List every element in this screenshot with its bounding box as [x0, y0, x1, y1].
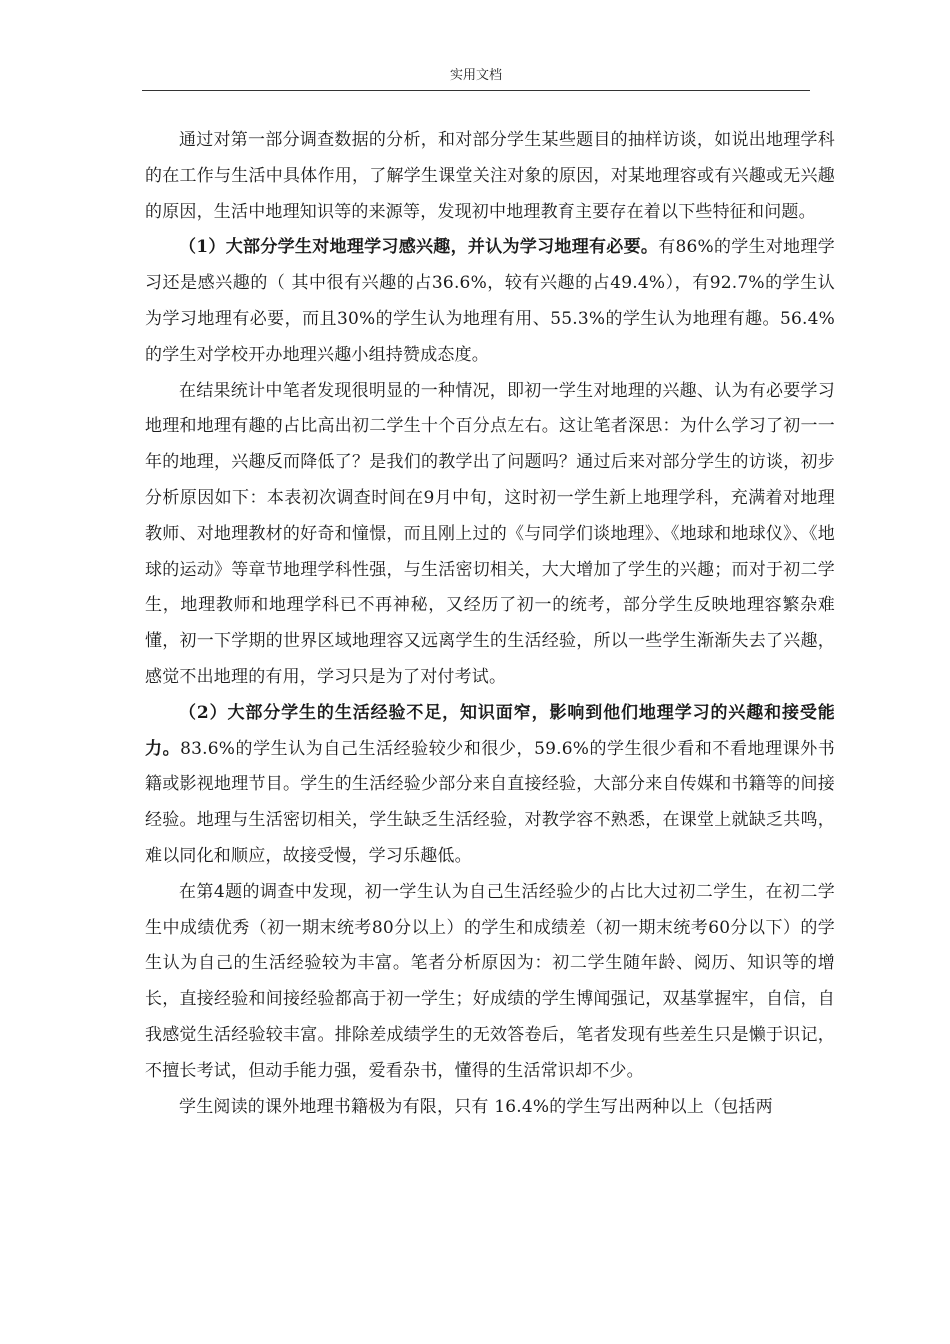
paragraph-1 — [145, 123, 835, 230]
paragraph-1-text: 通过对第一部分调查数据的分析，和对部分学生某些题目的抽样访谈，如说出地理学科的在工作与生活中具体作用，了解学生课堂关注对象的原因，对某地理容或有兴趣或无兴趣的原因，生活中地理知识等的来源等，发现初中地理教育主要存在着以下些特征和问题。 — [145, 130, 835, 222]
paragraph-6 — [145, 1090, 835, 1126]
paragraph-5 — [145, 875, 835, 1090]
paragraph-3 — [145, 374, 835, 696]
paragraph-2-lead: （1）大部分学生对地理学习感兴趣，并认为学习地理有必要。 — [179, 237, 659, 258]
paragraph-6-text: 学生阅读的课外地理书籍极为有限，只有 16.4%的学生写出两种以上（包括两 — [179, 1096, 773, 1117]
paragraph-4-lead: （2）大部分学生的生活经验不足，知识面窄，影响到他们地理学习的兴趣和接受能力。 — [145, 702, 835, 759]
document-body — [145, 123, 835, 1125]
paragraph-2 — [145, 230, 835, 373]
paragraph-4-text: 83.6%的学生认为自己生活经验较少和很少，59.6%的学生很少看和不看地理课外书籍或影视地理节目。学生的生活经验少部分来自直接经验，大部分来自传媒和书籍等的间接经验。地理与生活密切相关，学生缺乏生活经验，对教学容不熟悉，在课堂上就缺乏共鸣，难以同化和顺应，故接受慢，学习乐趣低。 — [145, 738, 835, 866]
paragraph-4 — [145, 696, 835, 875]
paragraph-3-text: 在结果统计中笔者发现很明显的一种情况，即初一学生对地理的兴趣、认为有必要学习地理和地理有趣的占比高出初二学生十个百分点左右。这让笔者深思：为什么学习了初一一年的地理，兴趣反而降低了？是我们的教学出了问题吗？通过后来对部分学生的访谈，初步分析原因如下：本表初次调查时间在9月中旬，这时初一学生新上地理学科，充满着对地理教师、对地理教材的好奇和憧憬，而且刚上过的《与同学们谈地理》、《地球和地球仪》、《地球的运动》等章节地理学科性强，与生活密切相关，大大增加了学生的兴趣；而对于初二学生，地理教师和地理学科已不再神秘，又经历了初一的统考，部分学生反映地理容繁杂难懂，初一下学期的世界区域地理容又远离学生的生活经验，所以一些学生渐渐失去了兴趣，感觉不出地理的有用，学习只是为了对付考试。 — [145, 380, 835, 687]
paragraph-2-text: 有86%的学生对地理学习还是感兴趣的（ 其中很有兴趣的占36.6%，较有兴趣的占49.4%），有92.7%的学生认为学习地理有必要，而且30%的学生认为地理有用、55.3%的学生认为地理有趣。56.4%的学生对学校开办地理兴趣小组持赞成态度。 — [145, 237, 835, 365]
page-header — [142, 62, 810, 91]
header-title: 实用文档 — [449, 68, 502, 83]
paragraph-5-text: 在第4题的调查中发现，初一学生认为自己生活经验少的占比大过初二学生，在初二学生中成绩优秀（初一期末统考80分以上）的学生和成绩差（初一期末统考60分以下）的学生认为自己的生活经验较为丰富。笔者分析原因为：初二学生随年龄、阅历、知识等的增长，直接经验和间接经验都高于初一学生；好成绩的学生博闻强记，双基掌握牢，自信，自我感觉生活经验较丰富。排除差成绩学生的无效答卷后，笔者发现有些差生只是懒于识记，不擅长考试，但动手能力强，爱看杂书，懂得的生活常识却不少。 — [145, 881, 835, 1081]
